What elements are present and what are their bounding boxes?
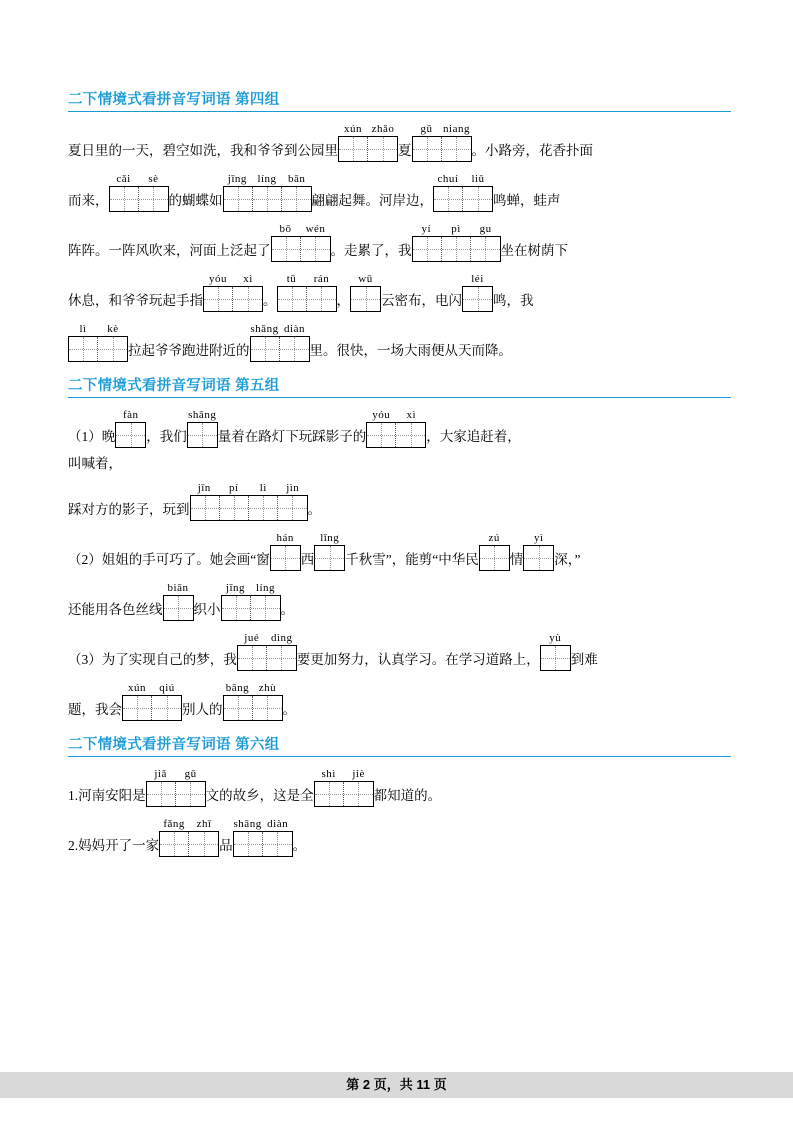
pinyin-syllable: léi — [471, 273, 484, 285]
pinyin-syllable: jiè — [352, 768, 365, 780]
section-title: 二下情境式看拼音写词语 第五组 — [68, 374, 731, 398]
sentence-text: 里。很快，一场大雨便从天而降。 — [309, 343, 512, 358]
sentence-text: 西 — [300, 552, 315, 567]
writing-boxes[interactable] — [233, 831, 293, 857]
sentence-text: 织小 — [193, 602, 221, 617]
question-line — [68, 118, 731, 162]
sentence-text: 阵阵。一阵风吹来，河面上泛起了 — [68, 243, 271, 258]
sentence-text: 到难 — [570, 652, 598, 667]
writing-cell[interactable] — [442, 237, 471, 261]
pinyin-label — [479, 532, 510, 545]
sentence-text: ，大家追赶着， — [426, 429, 521, 444]
sentence-text: ， — [336, 293, 350, 308]
pinyin-syllable: xì — [406, 409, 417, 421]
pinyin-label — [233, 818, 293, 831]
pinyin-label — [237, 632, 297, 645]
sentence-text: 量着在路灯下玩踩影子的 — [217, 429, 367, 444]
writing-cell[interactable] — [471, 237, 500, 261]
pinyin-answer-group[interactable] — [223, 173, 312, 212]
writing-boxes[interactable] — [277, 286, 337, 312]
writing-boxes[interactable] — [479, 545, 510, 571]
writing-cell[interactable] — [116, 423, 145, 447]
writing-cell[interactable] — [188, 423, 217, 447]
sentence-text: 云密布，电闪 — [381, 293, 462, 308]
pinyin-label — [314, 532, 345, 545]
writing-cell[interactable] — [204, 287, 233, 311]
writing-cell[interactable] — [278, 287, 307, 311]
pinyin-syllable: tū — [286, 273, 297, 285]
writing-cell[interactable] — [176, 782, 205, 806]
question-line — [68, 577, 731, 621]
pinyin-label — [270, 532, 301, 545]
writing-cell[interactable] — [480, 546, 509, 570]
writing-boxes[interactable] — [190, 495, 308, 521]
pinyin-syllable: xì — [243, 273, 253, 285]
writing-boxes[interactable] — [237, 645, 297, 671]
writing-cell[interactable] — [463, 187, 492, 211]
pinyin-answer-group[interactable] — [190, 482, 308, 521]
pinyin-answer-group[interactable] — [277, 273, 337, 312]
pinyin-label — [523, 532, 554, 545]
pinyin-syllable: gū — [420, 123, 433, 135]
pinyin-syllable: gǔ — [184, 768, 197, 780]
pinyin-answer-group[interactable] — [109, 173, 169, 212]
pinyin-label — [366, 409, 426, 422]
pinyin-label — [223, 173, 312, 186]
pinyin-label — [122, 682, 182, 695]
pinyin-label — [163, 582, 194, 595]
sentence-text: 。走累了，我 — [330, 243, 412, 258]
writing-cell[interactable] — [282, 187, 311, 211]
writing-boxes[interactable] — [163, 595, 194, 621]
pinyin-answer-group[interactable] — [115, 409, 146, 448]
writing-cell[interactable] — [267, 646, 296, 670]
writing-cell[interactable] — [413, 237, 442, 261]
pinyin-syllable: shāng — [233, 818, 262, 830]
question-line — [68, 454, 731, 475]
writing-boxes[interactable] — [109, 186, 169, 212]
pinyin-syllable: pì — [451, 223, 461, 235]
pinyin-syllable: bō — [279, 223, 292, 235]
writing-cell[interactable] — [220, 496, 249, 520]
question-line — [68, 813, 731, 857]
pinyin-label — [540, 632, 571, 645]
question-line — [68, 218, 731, 262]
pinyin-answer-group[interactable] — [350, 273, 381, 312]
pinyin-label — [203, 273, 263, 286]
sentence-text: 深，” — [554, 552, 581, 567]
writing-cell[interactable] — [368, 137, 397, 161]
pinyin-syllable: yí — [421, 223, 432, 235]
sentence-text: 还能用各色丝线 — [68, 602, 163, 617]
writing-cell[interactable] — [367, 423, 396, 447]
writing-cell[interactable] — [233, 287, 262, 311]
question-line — [68, 318, 731, 362]
sentence-text: （1）晚 — [68, 429, 116, 444]
writing-cell[interactable] — [272, 237, 301, 261]
writing-boxes[interactable] — [250, 336, 310, 362]
writing-boxes[interactable] — [146, 781, 206, 807]
writing-boxes[interactable] — [412, 236, 501, 262]
pinyin-label — [221, 582, 281, 595]
writing-boxes[interactable] — [223, 695, 283, 721]
pinyin-syllable: zhǎo — [371, 123, 395, 135]
writing-cell[interactable] — [524, 546, 553, 570]
sentence-text: 品 — [219, 838, 233, 853]
writing-cell[interactable] — [224, 696, 253, 720]
sentence-text: （2）姐姐的手可巧了。她会画“窗 — [68, 552, 270, 567]
pinyin-label — [190, 482, 308, 495]
pinyin-syllable: zú — [488, 532, 500, 544]
pinyin-answer-group[interactable] — [462, 273, 493, 312]
writing-cell[interactable] — [278, 496, 307, 520]
sentence-text: 。 — [292, 838, 307, 853]
writing-cell[interactable] — [434, 187, 463, 211]
pinyin-label — [187, 409, 218, 422]
writing-boxes[interactable] — [462, 286, 493, 312]
pinyin-syllable: qiú — [159, 682, 175, 694]
writing-cell[interactable] — [253, 696, 282, 720]
pinyin-label — [250, 323, 310, 336]
pinyin-answer-group[interactable] — [523, 532, 554, 571]
pinyin-syllable: jìn — [286, 482, 300, 494]
pinyin-syllable: líng — [255, 582, 276, 594]
pinyin-syllable: zhù — [258, 682, 277, 694]
question-line — [68, 404, 731, 448]
pinyin-syllable: shāng — [188, 409, 217, 421]
writing-cell[interactable] — [280, 337, 309, 361]
sentence-text: 文的故乡，这是全 — [205, 788, 314, 803]
sentence-text: 夏 — [398, 143, 412, 158]
writing-cell[interactable] — [191, 496, 220, 520]
writing-cell[interactable] — [234, 832, 263, 856]
sentence-text: 拉起爷爷跑进附近的 — [128, 343, 250, 358]
pinyin-answer-group[interactable] — [203, 273, 263, 312]
pinyin-syllable: jīng — [227, 173, 247, 185]
writing-cell[interactable] — [307, 287, 336, 311]
pinyin-label — [115, 409, 146, 422]
sentence-text: 夏日里的一天，碧空如洗，我和爷爷到公园里 — [68, 143, 338, 158]
pinyin-answer-group[interactable] — [122, 682, 182, 721]
sentence-text: 的蝴蝶如 — [168, 193, 223, 208]
pinyin-label — [412, 123, 472, 136]
pinyin-syllable: yì — [533, 532, 544, 544]
writing-cell[interactable] — [463, 287, 492, 311]
section-title: 二下情境式看拼音写词语 第六组 — [68, 733, 731, 757]
pinyin-syllable: jiǎ — [154, 768, 167, 780]
pinyin-syllable: jīng — [225, 582, 246, 594]
writing-cell[interactable] — [251, 596, 280, 620]
pinyin-label — [433, 173, 493, 186]
pinyin-answer-group[interactable] — [540, 632, 571, 671]
pinyin-syllable: líng — [257, 173, 277, 185]
writing-boxes[interactable] — [223, 186, 312, 212]
pinyin-answer-group[interactable] — [237, 632, 297, 671]
writing-boxes[interactable] — [338, 136, 398, 162]
writing-cell[interactable] — [152, 696, 181, 720]
pinyin-syllable: shì — [321, 768, 336, 780]
pinyin-syllable: zhī — [196, 818, 212, 830]
sentence-text: 。 — [263, 293, 277, 308]
section-title: 二下情境式看拼音写词语 第四组 — [68, 88, 731, 112]
pinyin-syllable: lǐng — [320, 532, 340, 544]
pinyin-label — [277, 273, 337, 286]
writing-boxes[interactable] — [187, 422, 218, 448]
writing-cell[interactable] — [396, 423, 425, 447]
pinyin-label — [350, 273, 381, 286]
pinyin-syllable: diàn — [284, 323, 305, 335]
pinyin-label — [159, 818, 219, 831]
writing-cell[interactable] — [160, 832, 189, 856]
sentence-text: 。小路旁，花香扑面 — [471, 143, 593, 158]
writing-cell[interactable] — [189, 832, 218, 856]
pinyin-answer-group[interactable] — [250, 323, 310, 362]
pinyin-answer-group[interactable] — [271, 223, 331, 262]
pinyin-syllable: jué — [244, 632, 260, 644]
sentence-text: 休息，和爷爷玩起手指 — [68, 293, 203, 308]
pinyin-answer-group[interactable] — [314, 532, 345, 571]
question-line — [68, 477, 731, 521]
writing-boxes[interactable] — [433, 186, 493, 212]
pinyin-answer-group[interactable] — [314, 768, 374, 807]
pinyin-answer-group[interactable] — [159, 818, 219, 857]
sentence-text: 都知道的。 — [373, 788, 442, 803]
writing-cell[interactable] — [253, 187, 282, 211]
pinyin-syllable: pí — [228, 482, 239, 494]
pinyin-answer-group[interactable] — [338, 123, 398, 162]
sentence-text: 。 — [307, 502, 321, 517]
sentence-text: 翩翩起舞。河岸边， — [311, 193, 433, 208]
writing-cell[interactable] — [238, 646, 267, 670]
writing-cell[interactable] — [251, 337, 280, 361]
sentence-text: 鸣，我 — [493, 293, 534, 308]
writing-boxes[interactable] — [523, 545, 554, 571]
pinyin-answer-group[interactable] — [233, 818, 293, 857]
pinyin-syllable: diàn — [267, 818, 289, 830]
writing-cell[interactable] — [413, 137, 442, 161]
sentence-text: 而来， — [68, 193, 109, 208]
writing-cell[interactable] — [263, 832, 292, 856]
writing-cell[interactable] — [222, 596, 251, 620]
writing-boxes[interactable] — [68, 336, 128, 362]
pinyin-label — [223, 682, 283, 695]
pinyin-label — [412, 223, 501, 236]
pinyin-answer-group[interactable] — [433, 173, 493, 212]
sentence-text: 踩对方的影子，玩到 — [68, 502, 190, 517]
pinyin-answer-group[interactable] — [366, 409, 426, 448]
pinyin-answer-group[interactable] — [146, 768, 206, 807]
sentence-text: 。 — [280, 602, 294, 617]
sentence-text: （3）为了实现自己的梦，我 — [68, 652, 237, 667]
writing-boxes[interactable] — [271, 236, 331, 262]
worksheet-content — [68, 88, 731, 857]
pinyin-syllable: jīn — [197, 482, 211, 494]
writing-cell[interactable] — [110, 187, 139, 211]
sentence-text: 情 — [509, 552, 524, 567]
writing-boxes[interactable] — [221, 595, 281, 621]
question-line — [68, 268, 731, 312]
writing-cell[interactable] — [139, 187, 168, 211]
writing-boxes[interactable] — [314, 781, 374, 807]
pinyin-syllable: xún — [344, 123, 362, 135]
pinyin-syllable: kè — [107, 323, 119, 335]
pinyin-label — [109, 173, 169, 186]
writing-cell[interactable] — [98, 337, 127, 361]
pinyin-syllable: yù — [549, 632, 562, 644]
pinyin-syllable: liǔ — [471, 173, 485, 185]
writing-cell[interactable] — [351, 287, 380, 311]
sentence-text: 2.妈妈开了一家 — [68, 838, 160, 853]
pinyin-syllable: biān — [167, 582, 189, 594]
writing-cell[interactable] — [442, 137, 471, 161]
pinyin-label — [338, 123, 398, 136]
pinyin-answer-group[interactable] — [479, 532, 510, 571]
writing-boxes[interactable] — [366, 422, 426, 448]
writing-cell[interactable] — [69, 337, 98, 361]
pinyin-answer-group[interactable] — [163, 582, 194, 621]
pinyin-syllable: niang — [443, 123, 470, 135]
pinyin-label — [68, 323, 128, 336]
pinyin-syllable: bān — [287, 173, 306, 185]
writing-cell[interactable] — [271, 546, 300, 570]
question-line — [68, 527, 731, 571]
pinyin-answer-group[interactable] — [412, 123, 472, 162]
sentence-text: 坐在树荫下 — [500, 243, 568, 258]
sentence-text: 千秋雪”，能剪“中华民 — [345, 552, 479, 567]
pinyin-label — [314, 768, 374, 781]
pinyin-answer-group[interactable] — [221, 582, 281, 621]
pinyin-syllable: fàn — [122, 409, 139, 421]
pinyin-answer-group[interactable] — [270, 532, 301, 571]
pinyin-syllable: fǎng — [163, 818, 185, 830]
writing-cell[interactable] — [301, 237, 330, 261]
pinyin-syllable: dìng — [270, 632, 293, 644]
pinyin-label — [146, 768, 206, 781]
sentence-text: ，我们 — [146, 429, 187, 444]
writing-cell[interactable] — [123, 696, 152, 720]
sentence-text: 要更加努力，认真学习。在学习道路上， — [296, 652, 540, 667]
sentence-text: 鸣蝉，蛙声 — [493, 193, 561, 208]
writing-boxes[interactable] — [115, 422, 146, 448]
writing-cell[interactable] — [164, 596, 193, 620]
pinyin-answer-group[interactable] — [223, 682, 283, 721]
pinyin-syllable: cǎi — [116, 173, 131, 185]
pinyin-syllable: bāng — [225, 682, 250, 694]
writing-cell[interactable] — [339, 137, 368, 161]
page-footer — [0, 1072, 793, 1098]
pinyin-syllable: wū — [358, 273, 373, 285]
writing-boxes[interactable] — [540, 645, 571, 671]
question-line — [68, 168, 731, 212]
pinyin-syllable: wén — [305, 223, 326, 235]
writing-boxes[interactable] — [350, 286, 381, 312]
pinyin-answer-group[interactable] — [68, 323, 128, 362]
pinyin-syllable: hán — [276, 532, 294, 544]
pinyin-syllable: xún — [128, 682, 146, 694]
pinyin-syllable: sè — [148, 173, 159, 185]
footer-page-number: 第 2 页，共 11 页 — [0, 1072, 793, 1098]
pinyin-label — [271, 223, 331, 236]
writing-boxes[interactable] — [314, 545, 345, 571]
writing-boxes[interactable] — [159, 831, 219, 857]
writing-cell[interactable] — [315, 782, 344, 806]
sentence-text: 叫喊着， — [68, 456, 122, 471]
writing-cell[interactable] — [541, 646, 570, 670]
pinyin-answer-group[interactable] — [187, 409, 218, 448]
pinyin-syllable: lì — [79, 323, 87, 335]
sentence-text: 。 — [282, 702, 296, 717]
pinyin-syllable: yóu — [372, 409, 391, 421]
question-line — [68, 677, 731, 721]
pinyin-syllable: rán — [313, 273, 330, 285]
pinyin-syllable: lì — [259, 482, 267, 494]
pinyin-syllable: yóu — [209, 273, 227, 285]
writing-cell[interactable] — [224, 187, 253, 211]
pinyin-answer-group[interactable] — [412, 223, 501, 262]
pinyin-syllable: shāng — [250, 323, 279, 335]
sentence-text: 别人的 — [182, 702, 223, 717]
pinyin-syllable: chuí — [437, 173, 459, 185]
question-line — [68, 763, 731, 807]
writing-boxes[interactable] — [122, 695, 182, 721]
writing-cell[interactable] — [344, 782, 373, 806]
question-line — [68, 627, 731, 671]
writing-boxes[interactable] — [412, 136, 472, 162]
writing-cell[interactable] — [315, 546, 344, 570]
pinyin-syllable: gu — [479, 223, 492, 235]
sentence-text: 题，我会 — [68, 702, 122, 717]
writing-boxes[interactable] — [203, 286, 263, 312]
writing-boxes[interactable] — [270, 545, 301, 571]
pinyin-label — [462, 273, 493, 286]
sentence-text: 1.河南安阳是 — [68, 788, 146, 803]
writing-cell[interactable] — [249, 496, 278, 520]
writing-cell[interactable] — [147, 782, 176, 806]
